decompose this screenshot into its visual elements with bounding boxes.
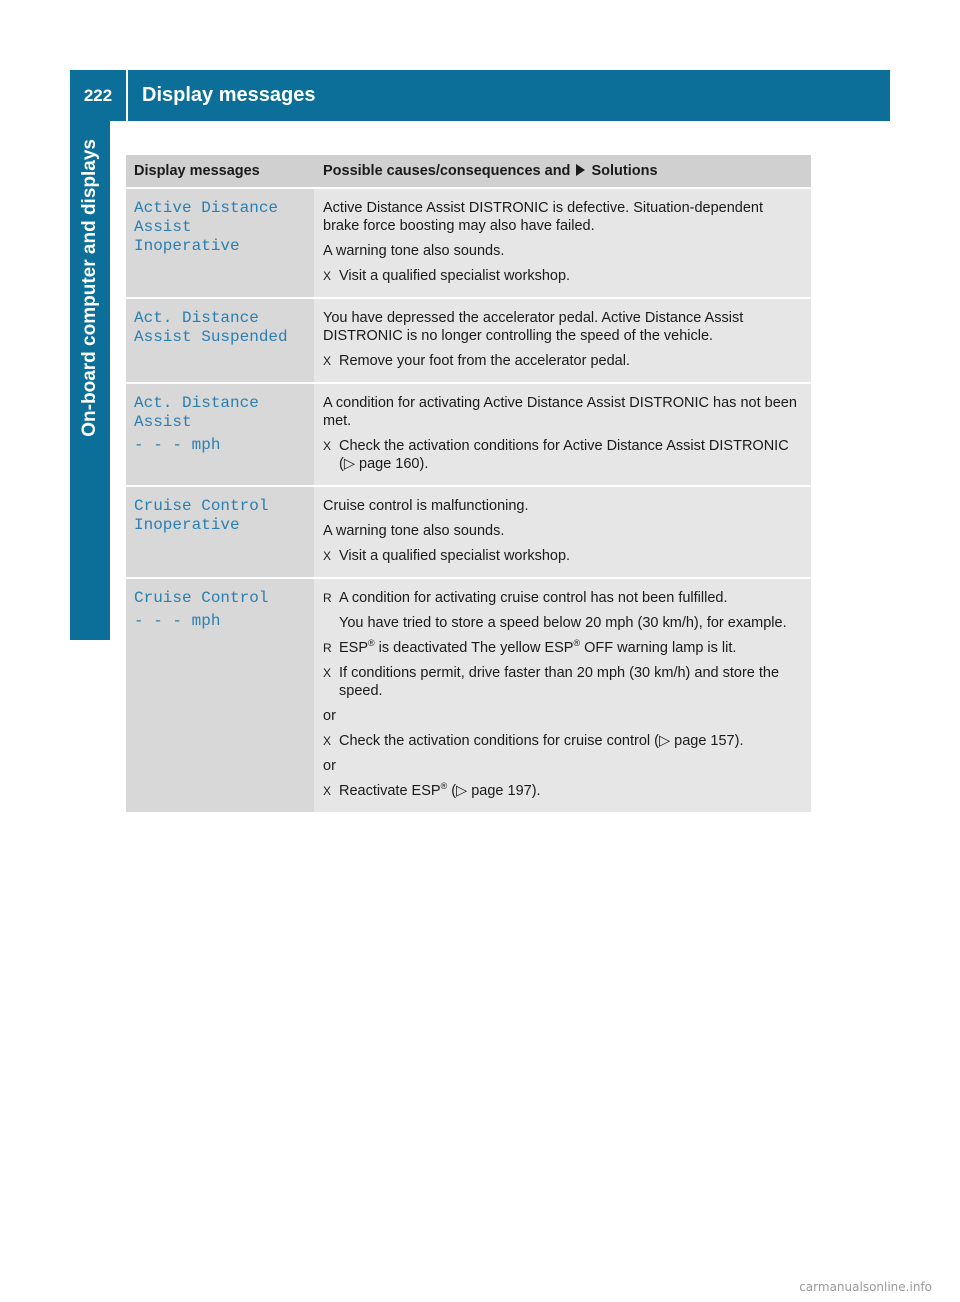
solution-cell: [314, 487, 811, 577]
column-header-causes-text: Possible causes/consequences and: [323, 163, 571, 179]
registered-mark: ®: [440, 781, 448, 792]
solution-cell: [314, 579, 811, 812]
display-message-line: Inoperative: [134, 516, 240, 534]
table-header-row: [126, 155, 811, 189]
section-marker-block: [70, 585, 110, 640]
page-header: [70, 70, 890, 121]
condition-text-part: OFF warning lamp is lit.: [580, 640, 737, 656]
table-row: [126, 579, 811, 814]
display-message-line: Assist Suspended: [134, 328, 288, 346]
solution-cell: [314, 299, 811, 382]
display-message-cell: [126, 487, 314, 577]
cause-text: A condition for activating Active Distance Assist DISTRONIC has not been met.: [323, 395, 797, 429]
solution-step: [323, 352, 803, 370]
solution-step-text: Check the activation conditions for Active Distance Assist DISTRONIC (▷ page 160).: [339, 438, 789, 472]
column-header-display-messages: Display messages: [126, 155, 314, 187]
condition-text: [339, 639, 803, 657]
cause-text: A warning tone also sounds.: [323, 523, 505, 539]
watermark: carmanualsonline.info: [799, 1280, 932, 1294]
condition-text: A condition for activating cruise control has not been fulfilled.: [339, 590, 728, 606]
display-message-cell: [126, 579, 314, 812]
step-marker-icon: X: [323, 666, 332, 680]
solution-step: [323, 782, 803, 800]
solution-text-part: (▷ page 197).: [447, 783, 541, 799]
display-message-line: Act. Distance: [134, 394, 259, 412]
solution-text-part: Reactivate ESP: [339, 783, 441, 799]
column-header-causes-solutions: [314, 155, 811, 187]
display-message-line: - - - mph: [134, 436, 221, 454]
solution-step: [323, 732, 803, 750]
display-message-line: Act. Distance: [134, 309, 259, 327]
display-message-cell: [126, 299, 314, 382]
solution-step: [323, 547, 803, 565]
arrow-right-icon: [576, 164, 585, 176]
display-message-cell: [126, 189, 314, 297]
step-marker-icon: X: [323, 549, 332, 563]
section-title: On-board computer and displays: [79, 139, 100, 437]
registered-mark: ®: [573, 638, 581, 649]
solution-step-text: [339, 782, 803, 800]
solution-cell: [314, 189, 811, 297]
solution-step-text: Remove your foot from the accelerator pedal.: [339, 353, 630, 369]
display-message-line: Assist: [134, 413, 192, 431]
display-message-line: Cruise Control: [134, 589, 269, 607]
esp-term: ESP: [339, 640, 369, 656]
table-row: [126, 189, 811, 299]
or-separator: or: [323, 708, 336, 724]
condition-bullet: [323, 639, 803, 657]
step-marker-icon: X: [323, 784, 332, 798]
solution-step: [323, 267, 803, 285]
page-title: Display messages: [142, 84, 316, 106]
bullet-marker-icon: R: [323, 591, 332, 605]
display-message-line: Active Distance: [134, 199, 279, 217]
solution-step-text: Visit a qualified specialist workshop.: [339, 548, 571, 564]
cause-text: A warning tone also sounds.: [323, 243, 505, 259]
solution-step-text: Check the activation conditions for cruise control (▷ page 157).: [339, 733, 744, 749]
step-marker-icon: X: [323, 734, 332, 748]
section-tab: [70, 121, 110, 640]
display-message-line: Assist Inoperative: [134, 218, 240, 255]
condition-subtext: You have tried to store a speed below 20 mph (30 km/h), for example.: [339, 615, 787, 631]
solution-step: [323, 437, 803, 473]
display-message-line: Cruise Control: [134, 497, 269, 515]
display-message-line: - - - mph: [134, 612, 221, 630]
solution-cell: [314, 384, 811, 485]
table-row: [126, 487, 811, 579]
condition-bullet: [323, 589, 803, 607]
display-messages-table: [126, 155, 811, 814]
solution-step-text: Visit a qualified specialist workshop.: [339, 268, 571, 284]
bullet-marker-icon: R: [323, 641, 332, 655]
display-message-cell: [126, 384, 314, 485]
column-header-solutions-text: Solutions: [591, 163, 658, 179]
table-row: [126, 299, 811, 384]
condition-text-part: is deactivated The yellow ESP: [374, 640, 574, 656]
cause-text: Cruise control is malfunctioning.: [323, 498, 529, 514]
cause-text: Active Distance Assist DISTRONIC is defective. Situation-dependent brake force boosting may also have failed.: [323, 200, 764, 234]
or-separator: or: [323, 758, 336, 774]
solution-step-text: If conditions permit, drive faster than 20 mph (30 km/h) and store the speed.: [339, 665, 780, 699]
step-marker-icon: X: [323, 354, 332, 368]
table-row: [126, 384, 811, 487]
page-number: 222: [70, 70, 128, 121]
step-marker-icon: X: [323, 269, 332, 283]
step-marker-icon: X: [323, 439, 332, 453]
cause-text: You have depressed the accelerator pedal. Active Distance Assist DISTRONIC is no longer controlling the speed of the vehicle.: [323, 310, 744, 344]
solution-step: [323, 664, 803, 700]
registered-mark: ®: [368, 638, 375, 649]
